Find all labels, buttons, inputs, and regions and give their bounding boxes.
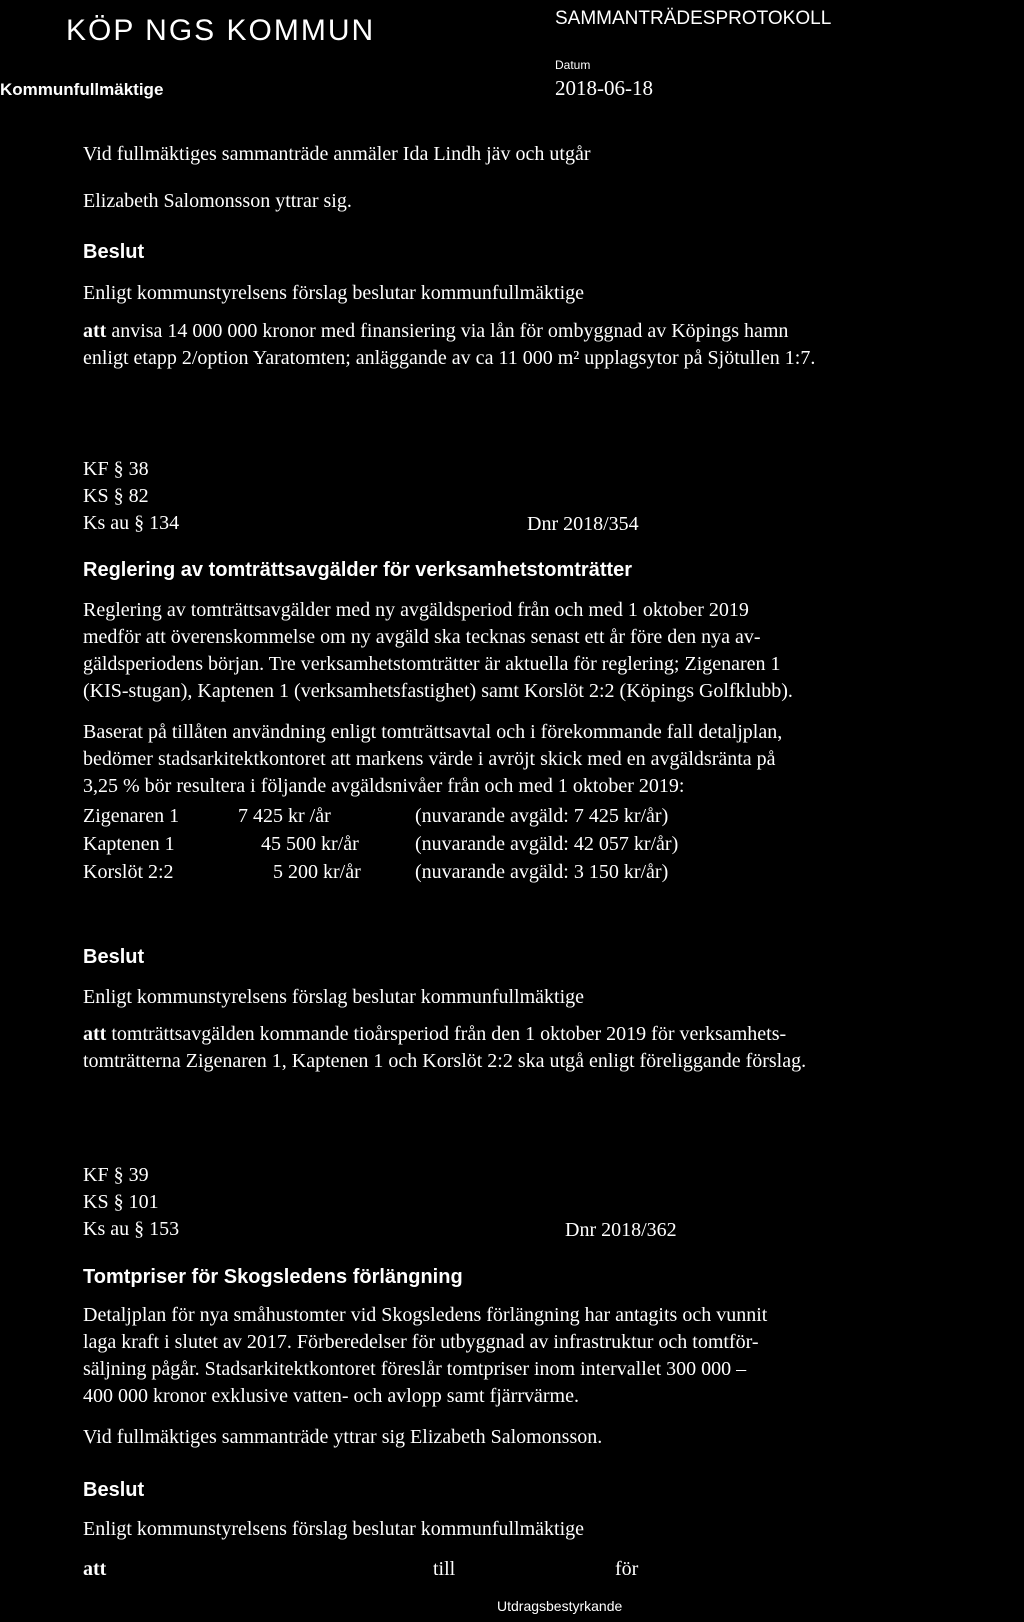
property-name: Kaptenen 1: [83, 833, 175, 855]
ref-ksau: Ks au § 134: [83, 512, 180, 534]
att-line: tomträtterna Zigenaren 1, Kaptenen 1 och Korslöt 2:2 ska utgå enligt föreliggande förslag.: [83, 1050, 807, 1072]
certification-label: Utdragsbestyrkande: [497, 1598, 623, 1614]
document-type: SAMMANTRÄDESPROTOKOLL: [555, 8, 832, 29]
paragraph-line: Enligt kommunstyrelsens förslag beslutar kommunfullmäktige: [83, 986, 585, 1008]
paragraph-line: Enligt kommunstyrelsens förslag beslutar kommunfullmäktige: [83, 1518, 585, 1540]
organ-name: Kommunfullmäktige: [0, 80, 164, 99]
diary-number: Dnr 2018/354: [527, 513, 639, 535]
paragraph-line: medför att överenskommelse om ny avgäld ska tecknas senast ett år före den nya av-: [83, 626, 761, 648]
paragraph-line: säljning pågår. Stadsarkitektkontoret föreslår tomtpriser inom intervallet 300 000 –: [83, 1358, 747, 1380]
att-text: anvisa 14 000 000 kronor med finansiering via lån för ombyggnad av Köpings hamn: [106, 320, 789, 342]
ref-ksau: Ks au § 153: [83, 1218, 180, 1240]
att-clause: [83, 1021, 988, 1075]
paragraph-line: Vid fullmäktiges sammanträde anmäler Ida Lindh jäv och utgår: [83, 143, 591, 165]
paragraph-line: (KIS-stugan), Kaptenen 1 (verksamhetsfastighet) samt Korslöt 2:2 (Köpings Golfklubb).: [83, 680, 793, 702]
att-text: tomträttsavgälden kommande tioårsperiod från den 1 oktober 2019 för verksamhets-: [106, 1023, 787, 1045]
paragraph-line: Detaljplan för nya småhustomter vid Skogsledens förlängning har antagits och vunnit: [83, 1304, 768, 1326]
paragraph-line: Reglering av tomträttsavgälder med ny avgäldsperiod från och med 1 oktober 2019: [83, 599, 749, 621]
property-name: Zigenaren 1: [83, 805, 180, 827]
paragraph-line: 400 000 kronor exklusive vatten- och avlopp samt fjärrvärme.: [83, 1385, 579, 1407]
ref-kf: KF § 39: [83, 1164, 149, 1186]
att-word: att: [83, 1558, 107, 1580]
beslut-heading: Beslut: [83, 241, 145, 263]
ref-kf: KF § 38: [83, 458, 149, 480]
section2-para2: [83, 719, 988, 800]
current-fee: (nuvarande avgäld: 42 057 kr/år): [415, 833, 679, 855]
section1-text: [83, 141, 988, 168]
ref-ks: KS § 82: [83, 485, 149, 507]
section3-para2: [83, 1424, 988, 1451]
beslut-heading: Beslut: [83, 946, 145, 968]
section3-para1: [83, 1302, 988, 1410]
att-line: [83, 318, 988, 345]
current-fee: (nuvarande avgäld: 7 425 kr/år): [415, 805, 669, 827]
beslut-heading: Beslut: [83, 1479, 145, 1501]
new-fee: 45 500 kr/år: [261, 833, 359, 855]
att-for: för: [615, 1558, 639, 1580]
section2-title: Reglering av tomträttsavgälder för verksamhetstomträtter: [83, 559, 633, 581]
paragraph-line: laga kraft i slutet av 2017. Förberedelser för utbyggnad av infrastruktur och tomtför-: [83, 1331, 759, 1353]
paragraph-line: Enligt kommunstyrelsens förslag beslutar kommunfullmäktige: [83, 282, 585, 304]
paragraph-line: 3,25 % bör resultera i följande avgäldsnivåer från och med 1 oktober 2019:: [83, 775, 685, 797]
ref-ks: KS § 101: [83, 1191, 159, 1213]
diary-number: Dnr 2018/362: [565, 1219, 677, 1241]
paragraph-line: Baserat på tillåten användning enligt tomträttsavtal och i förekommande fall detaljplan,: [83, 721, 783, 743]
paragraph-line: gäldsperiodens början. Tre verksamhetstomträtter är aktuella för reglering; Zigenaren 1: [83, 653, 781, 675]
municipality-logo-text: KÖP NGS KOMMUN: [66, 14, 376, 47]
att-clause: [83, 318, 988, 372]
att-till: till: [433, 1558, 456, 1580]
section3-title: Tomtpriser för Skogsledens förlängning: [83, 1266, 463, 1288]
section1-text-2: [83, 188, 988, 215]
current-fee: (nuvarande avgäld: 3 150 kr/år): [415, 861, 669, 883]
att-line: [83, 1021, 988, 1048]
att-word: att: [83, 320, 107, 342]
beslut-intro: [83, 280, 988, 307]
beslut-intro: [83, 984, 988, 1011]
att-line: enligt etapp 2/option Yaratomten; anläggande av ca 11 000 m² upplagsytor på Sjötullen 1:7.: [83, 347, 816, 369]
date-value: 2018-06-18: [555, 76, 653, 100]
new-fee: 5 200 kr/år: [273, 861, 361, 883]
section2-para1: [83, 597, 988, 705]
paragraph-line: bedömer stadsarkitektkontoret att markens värde i avröjt skick med en avgäldsränta på: [83, 748, 776, 770]
paragraph-line: Vid fullmäktiges sammanträde yttrar sig Elizabeth Salomonsson.: [83, 1426, 603, 1448]
paragraph-line: Elizabeth Salomonsson yttrar sig.: [83, 190, 352, 212]
att-word: att: [83, 1023, 107, 1045]
section3-refs: [83, 1162, 988, 1243]
beslut-intro: [83, 1516, 988, 1543]
new-fee: 7 425 kr /år: [238, 805, 331, 827]
date-label: Datum: [555, 58, 591, 72]
property-name: Korslöt 2:2: [83, 861, 174, 883]
